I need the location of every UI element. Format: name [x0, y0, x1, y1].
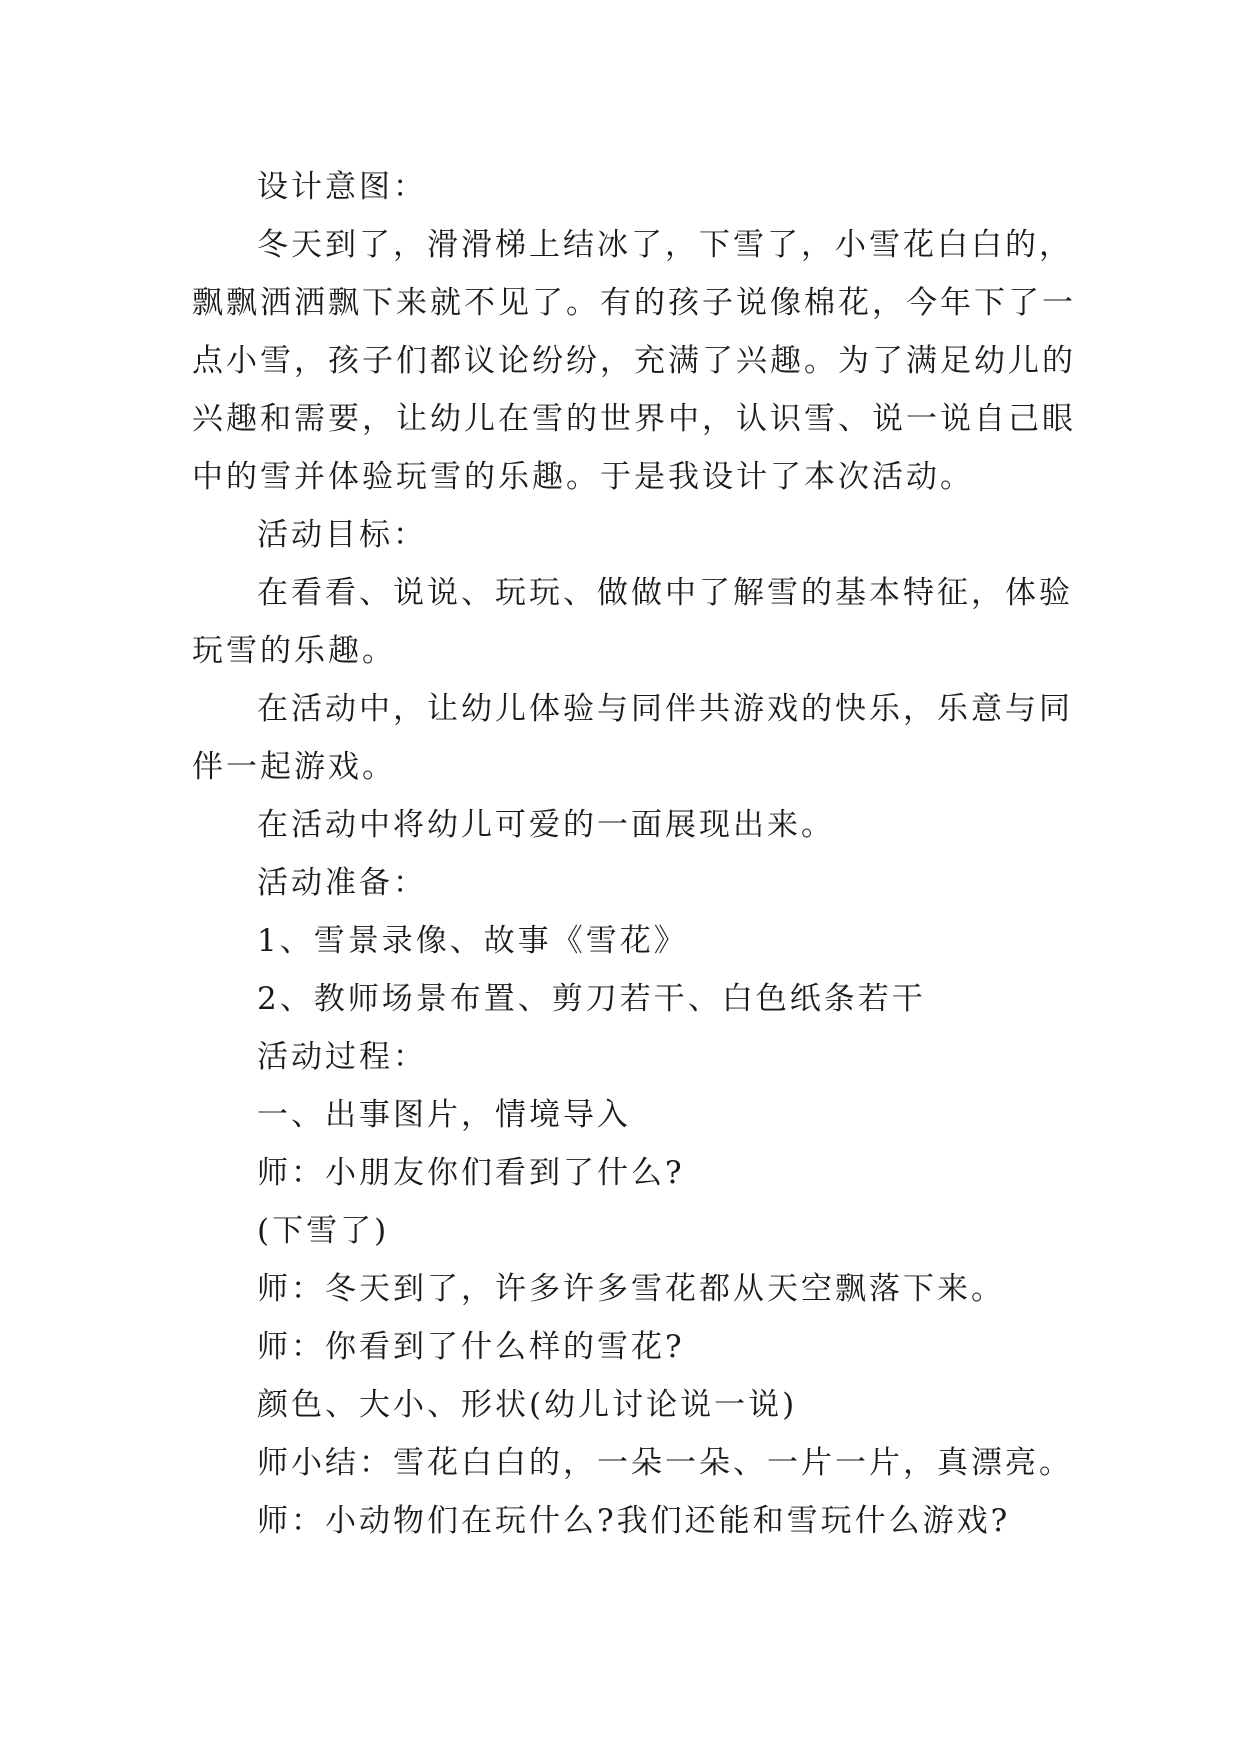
dialogue-line: 师：小动物们在玩什么?我们还能和雪玩什么游戏? — [257, 1503, 1011, 1539]
paragraph-line: 玩雪的乐趣。 — [192, 633, 396, 669]
paragraph-line: 中的雪并体验玩雪的乐趣。于是我设计了本次活动。 — [192, 459, 974, 495]
dialogue-line: 师：你看到了什么样的雪花? — [257, 1329, 685, 1365]
heading-activity-preparation: 活动准备： — [257, 865, 427, 901]
heading-activity-process: 活动过程： — [257, 1039, 427, 1075]
paragraph-line: 在看看、说说、玩玩、做做中了解雪的基本特征，体验 — [257, 575, 1073, 611]
heading-design-intent: 设计意图： — [257, 169, 427, 205]
paragraph-line: 冬天到了，滑滑梯上结冰了，下雪了，小雪花白白的， — [257, 227, 1073, 263]
document-body — [192, 158, 1082, 1550]
paragraph-line: 伴一起游戏。 — [192, 749, 396, 785]
dialogue-line: 师：冬天到了，许多许多雪花都从天空飘落下来。 — [257, 1271, 1005, 1307]
paragraph-line: 点小雪，孩子们都议论纷纷，充满了兴趣。为了满足幼儿的 — [192, 343, 1076, 379]
paragraph-line: 在活动中，让幼儿体验与同伴共游戏的快乐，乐意与同 — [257, 691, 1073, 727]
dialogue-line: 师小结：雪花白白的，一朵一朵、一片一片，真漂亮。 — [257, 1445, 1073, 1481]
dialogue-line: 颜色、大小、形状(幼儿讨论说一说) — [257, 1387, 798, 1423]
section-heading: 一、出事图片，情境导入 — [257, 1097, 631, 1133]
dialogue-line: 师：小朋友你们看到了什么? — [257, 1155, 685, 1191]
heading-activity-goals: 活动目标： — [257, 517, 427, 553]
paragraph-line: 兴趣和需要，让幼儿在雪的世界中，认识雪、说一说自己眼 — [192, 401, 1076, 437]
list-item: 2、教师场景布置、剪刀若干、白色纸条若干 — [257, 981, 926, 1017]
paragraph-line: 在活动中将幼儿可爱的一面展现出来。 — [257, 807, 835, 843]
paragraph-line: 飘飘洒洒飘下来就不见了。有的孩子说像棉花，今年下了一 — [192, 285, 1076, 321]
list-item: 1、雪景录像、故事《雪花》 — [257, 923, 688, 959]
dialogue-line: (下雪了) — [257, 1213, 390, 1249]
